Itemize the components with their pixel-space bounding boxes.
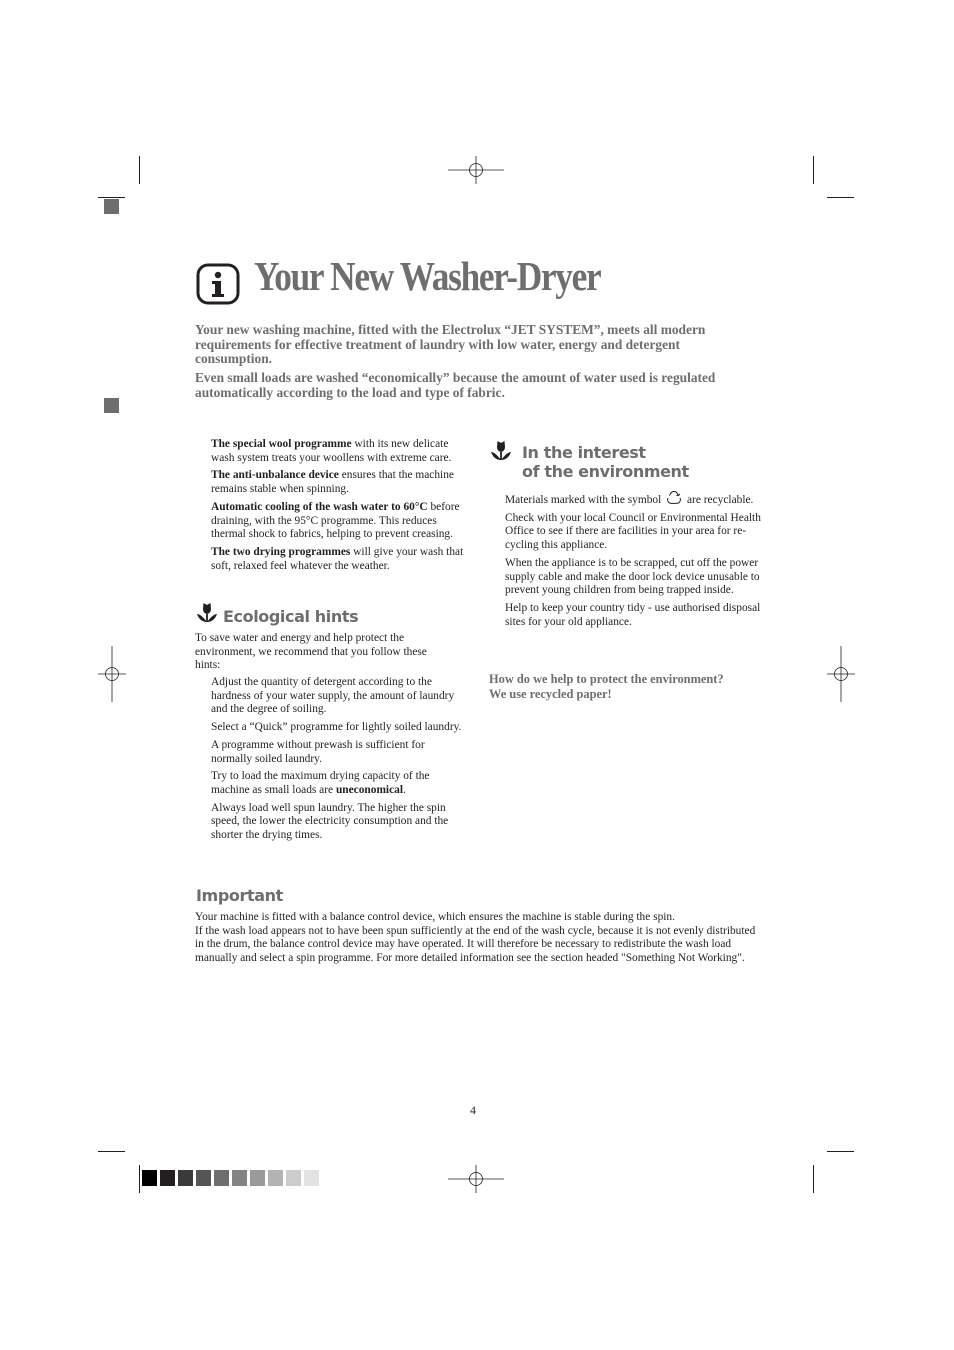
environment-paragraph: Check with your local Council or Environmental Health Office to see if there are facilities in your area for re-cycling this appliance. [505, 511, 761, 552]
environment-text [505, 490, 761, 633]
tulip-icon [196, 602, 218, 624]
registration-mark-icon [827, 646, 855, 702]
crop-mark [98, 197, 125, 198]
environment-paragraph: When the appliance is to be scrapped, cut off the power supply cable and make the door lock device unusable to prevent young children from being trapped inside. [505, 556, 760, 597]
registration-mark-icon [448, 156, 504, 184]
crop-mark [139, 156, 140, 184]
feature-item: The anti-unbalance device ensures that the machine remains stable when spinning. [211, 469, 454, 496]
hint-item: Always load well spun laundry. The higher the spin speed, the lower the electricity consumption and the shorter the drying times. [211, 801, 449, 842]
ecological-intro: To save water and energy and help protect the environment, we recommend that you follow these hints: [195, 632, 427, 672]
tulip-icon [490, 440, 512, 462]
crop-mark [827, 197, 854, 198]
registration-mark-icon [448, 1165, 504, 1193]
color-swatch [304, 1170, 319, 1186]
info-icon [196, 263, 240, 305]
ecological-hints-list [211, 676, 463, 847]
color-swatch [232, 1170, 247, 1186]
hint-item: Try to load the maximum drying capacity of the machine as small loads are uneconomical. [211, 770, 430, 796]
intro-text [195, 323, 755, 405]
crop-mark [813, 1165, 814, 1193]
hint-item: Adjust the quantity of detergent according to the hardness of your water supply, the amount of laundry and the degree of soiling. [211, 676, 455, 716]
side-marker [104, 199, 119, 214]
color-swatch [178, 1170, 193, 1186]
page-title: Your New Washer-Dryer [254, 253, 601, 299]
side-marker [104, 398, 119, 413]
important-heading: Important [196, 886, 283, 905]
intro-paragraph: Even small loads are washed “economically” because the amount of water used is regulated automatically according to the load and type of fabric. [195, 370, 716, 400]
recycle-icon [666, 490, 682, 505]
crop-mark [98, 1151, 125, 1152]
page-number: 4 [470, 1103, 476, 1117]
ecological-hints-heading: Ecological hints [223, 607, 359, 626]
environment-heading: In the interest of the environment [522, 443, 689, 481]
color-bar [142, 1170, 322, 1186]
color-swatch [196, 1170, 211, 1186]
feature-item: The two drying programmes will give your wash that soft, relaxed feel whatever the weather. [211, 545, 464, 572]
important-text: Your machine is fitted with a balance control device, which ensures the machine is stable during the spin. If the wash load appears not to have been spun sufficiently at the end of the wash cycle, because it is not evenly distributed in the drum, the balance control device may have operated. It will therefore be necessary to redistribute the wash load manually and select a spin programme. For more detailed information see the section headed "Something Not Working". [195, 911, 756, 965]
environment-paragraph: Help to keep your country tidy - use authorised disposal sites for your old appliance. [505, 601, 761, 628]
color-swatch [142, 1170, 157, 1186]
color-swatch [268, 1170, 283, 1186]
hint-item: Select a “Quick” programme for lightly soiled laundry. [211, 721, 462, 734]
color-swatch [160, 1170, 175, 1186]
color-swatch [214, 1170, 229, 1186]
intro-paragraph: Your new washing machine, fitted with the Electrolux “JET SYSTEM”, meets all modern requirements for effective treatment of laundry with low water, energy and detergent consumption. [195, 322, 706, 367]
crop-mark [827, 1151, 854, 1152]
crop-mark [813, 156, 814, 184]
crop-mark [139, 1165, 140, 1193]
registration-mark-icon [98, 646, 126, 702]
color-swatch [286, 1170, 301, 1186]
features-list [211, 438, 466, 577]
feature-item: The special wool programme with its new delicate wash system treats your woollens with extreme care. [211, 438, 452, 464]
hint-item: A programme without prewash is sufficient for normally soiled laundry. [211, 738, 425, 765]
feature-item: Automatic cooling of the wash water to 60°C before draining, with the 95°C programme. This reduces thermal shock to fabrics, helping to prevent creasing. [211, 500, 460, 541]
recycled-paper-note: How do we help to protect the environment? We use recycled paper! [489, 672, 724, 701]
environment-paragraph: Materials marked with the symbol are recyclable. [505, 490, 761, 508]
color-swatch [250, 1170, 265, 1186]
